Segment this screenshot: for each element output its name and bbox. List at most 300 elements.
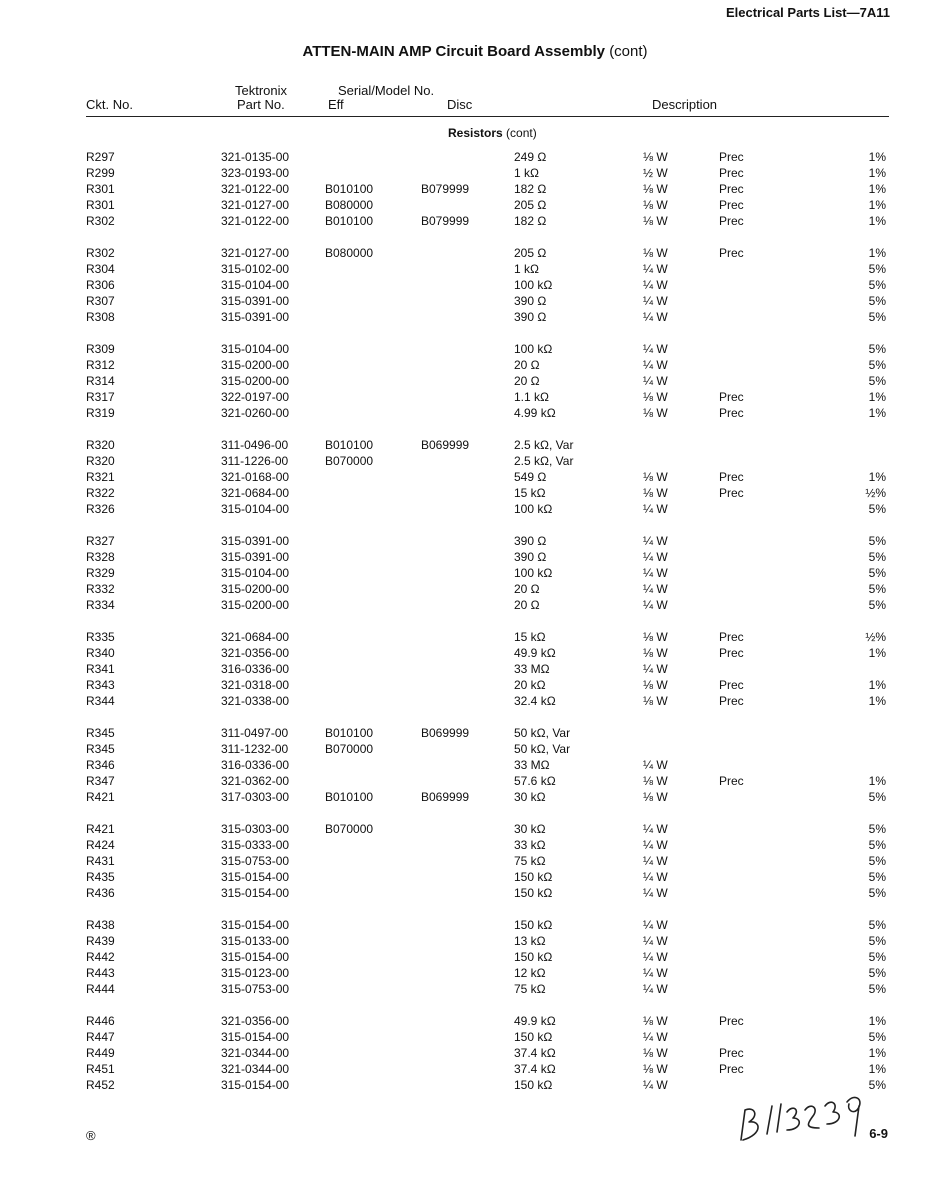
table-row	[0, 213, 950, 229]
tolerance: 1%	[868, 406, 886, 420]
part-no: 321-0318-00	[221, 678, 290, 692]
resistance-value: 33 kΩ	[514, 838, 546, 852]
wattage: ¼ W	[643, 870, 668, 884]
tolerance: 1%	[868, 646, 886, 660]
wattage: ⅛ W	[643, 1046, 668, 1060]
resistance-value: 12 kΩ	[514, 966, 546, 980]
part-no: 315-0154-00	[221, 870, 290, 884]
table-row	[0, 261, 950, 277]
part-no: 321-0356-00	[221, 646, 290, 660]
registered-mark: ®	[86, 1128, 96, 1143]
header-rule	[86, 116, 889, 117]
resistance-value: 100 kΩ	[514, 566, 553, 580]
table-row	[0, 357, 950, 373]
wattage: ⅛ W	[643, 790, 668, 804]
table-row	[0, 581, 950, 597]
part-no: 311-0496-00	[221, 438, 289, 452]
table-row	[0, 549, 950, 565]
ckt-no: R314	[86, 374, 115, 388]
precision: Prec	[719, 1014, 744, 1028]
table-row	[0, 885, 950, 901]
resistance-value: 15 kΩ	[514, 630, 546, 644]
resistance-value: 100 kΩ	[514, 342, 553, 356]
table-row	[0, 565, 950, 581]
part-no: 315-0391-00	[221, 310, 290, 324]
part-no: 311-1226-00	[221, 454, 289, 468]
wattage: ⅛ W	[643, 646, 668, 660]
ckt-no: R347	[86, 774, 115, 788]
table-row	[0, 245, 950, 261]
tolerance: 5%	[868, 262, 886, 276]
precision: Prec	[719, 1046, 744, 1060]
ckt-no: R309	[86, 342, 115, 356]
table-row	[0, 677, 950, 693]
ckt-no: R301	[86, 182, 115, 196]
ckt-no: R447	[86, 1030, 115, 1044]
tolerance: 1%	[868, 246, 886, 260]
table-row	[0, 149, 950, 165]
resistance-value: 100 kΩ	[514, 278, 553, 292]
tolerance: 5%	[868, 950, 886, 964]
wattage: ¼ W	[643, 342, 668, 356]
precision: Prec	[719, 150, 744, 164]
resistance-value: 15 kΩ	[514, 486, 546, 500]
tolerance: 5%	[868, 534, 886, 548]
resistance-value: 57.6 kΩ	[514, 774, 556, 788]
resistance-value: 13 kΩ	[514, 934, 546, 948]
ckt-no: R424	[86, 838, 115, 852]
wattage: ¼ W	[643, 534, 668, 548]
ckt-no: R438	[86, 918, 115, 932]
ckt-no: R442	[86, 950, 115, 964]
part-no: 315-0154-00	[221, 918, 290, 932]
part-no: 321-0344-00	[221, 1046, 290, 1060]
serial-disc: B069999	[421, 438, 470, 452]
precision: Prec	[719, 486, 744, 500]
part-no: 315-0200-00	[221, 598, 290, 612]
tolerance: 5%	[868, 982, 886, 996]
ckt-no: R302	[86, 246, 115, 260]
part-no: 315-0753-00	[221, 854, 290, 868]
part-no: 321-0338-00	[221, 694, 290, 708]
part-no: 322-0197-00	[221, 390, 290, 404]
resistance-value: 33 MΩ	[514, 758, 550, 772]
resistance-value: 182 Ω	[514, 182, 547, 196]
wattage: ¼ W	[643, 758, 668, 772]
precision: Prec	[719, 406, 744, 420]
wattage: ¼ W	[643, 502, 668, 516]
precision: Prec	[719, 198, 744, 212]
ckt-no: R449	[86, 1046, 115, 1060]
resistance-value: 390 Ω	[514, 310, 547, 324]
running-header: Electrical Parts List—7A11	[725, 5, 890, 20]
resistance-value: 49.9 kΩ	[514, 646, 556, 660]
resistance-value: 182 Ω	[514, 214, 547, 228]
part-no: 321-0344-00	[221, 1062, 290, 1076]
wattage: ⅛ W	[643, 246, 668, 260]
ckt-no: R444	[86, 982, 115, 996]
table-row	[0, 469, 950, 485]
ckt-no: R452	[86, 1078, 115, 1092]
wattage: ¼ W	[643, 550, 668, 564]
ckt-no: R320	[86, 454, 115, 468]
part-no: 315-0154-00	[221, 1030, 290, 1044]
precision: Prec	[719, 214, 744, 228]
ckt-no: R341	[86, 662, 115, 676]
resistance-value: 390 Ω	[514, 294, 547, 308]
serial-eff: B070000	[325, 822, 374, 836]
table-row	[0, 597, 950, 613]
part-no: 311-1232-00	[221, 742, 289, 756]
resistance-value: 37.4 kΩ	[514, 1046, 556, 1060]
ckt-no: R345	[86, 726, 115, 740]
table-row	[0, 437, 950, 453]
precision: Prec	[719, 390, 744, 404]
part-no: 315-0391-00	[221, 550, 290, 564]
table-row	[0, 949, 950, 965]
wattage: ¼ W	[643, 598, 668, 612]
wattage: ⅛ W	[643, 150, 668, 164]
tolerance: 5%	[868, 278, 886, 292]
resistance-value: 4.99 kΩ	[514, 406, 556, 420]
resistance-value: 30 kΩ	[514, 822, 546, 836]
wattage: ¼ W	[643, 294, 668, 308]
table-row	[0, 629, 950, 645]
ckt-no: R308	[86, 310, 115, 324]
part-no: 315-0133-00	[221, 934, 290, 948]
wattage: ⅛ W	[643, 486, 668, 500]
handwritten-note	[735, 1088, 870, 1148]
tolerance: 5%	[868, 598, 886, 612]
tolerance: ½%	[865, 630, 886, 644]
tolerance: 5%	[868, 502, 886, 516]
section-suffix: (cont)	[506, 126, 537, 140]
part-no: 315-0104-00	[221, 278, 290, 292]
part-no: 321-0168-00	[221, 470, 290, 484]
precision: Prec	[719, 774, 744, 788]
part-no: 323-0193-00	[221, 166, 290, 180]
wattage: ⅛ W	[643, 630, 668, 644]
resistance-value: 50 kΩ, Var	[514, 726, 571, 740]
ckt-no: R340	[86, 646, 115, 660]
wattage: ¼ W	[643, 966, 668, 980]
tolerance: 5%	[868, 582, 886, 596]
column-header-disc: Disc	[447, 97, 473, 112]
ckt-no: R343	[86, 678, 115, 692]
wattage: ¼ W	[643, 854, 668, 868]
part-no: 315-0200-00	[221, 358, 290, 372]
serial-eff: B010100	[325, 182, 374, 196]
table-row	[0, 693, 950, 709]
table-row	[0, 933, 950, 949]
wattage: ¼ W	[643, 950, 668, 964]
column-header-description: Description	[652, 97, 718, 112]
ckt-no: R312	[86, 358, 115, 372]
part-no: 315-0154-00	[221, 886, 290, 900]
part-no: 321-0122-00	[221, 182, 290, 196]
ckt-no: R319	[86, 406, 115, 420]
ckt-no: R299	[86, 166, 115, 180]
tolerance: 5%	[868, 566, 886, 580]
resistance-value: 75 kΩ	[514, 854, 546, 868]
ckt-no: R344	[86, 694, 115, 708]
tolerance: 1%	[868, 470, 886, 484]
part-no: 315-0200-00	[221, 374, 290, 388]
part-no: 321-0122-00	[221, 214, 290, 228]
table-row	[0, 533, 950, 549]
ckt-no: R421	[86, 822, 115, 836]
ckt-no: R317	[86, 390, 115, 404]
resistance-value: 390 Ω	[514, 534, 547, 548]
wattage: ¼ W	[643, 358, 668, 372]
serial-eff: B010100	[325, 214, 374, 228]
table-row	[0, 181, 950, 197]
part-no: 315-0200-00	[221, 582, 290, 596]
table-row	[0, 869, 950, 885]
wattage: ⅛ W	[643, 774, 668, 788]
table-row	[0, 789, 950, 805]
ckt-no: R346	[86, 758, 115, 772]
part-no: 317-0303-00	[221, 790, 290, 804]
resistance-value: 20 Ω	[514, 582, 540, 596]
wattage: ¼ W	[643, 1030, 668, 1044]
tolerance: 5%	[868, 790, 886, 804]
wattage: ¼ W	[643, 582, 668, 596]
ckt-no: R436	[86, 886, 115, 900]
tolerance: 1%	[868, 182, 886, 196]
table-row	[0, 757, 950, 773]
tolerance: 5%	[868, 1078, 886, 1092]
resistance-value: 75 kΩ	[514, 982, 546, 996]
ckt-no: R327	[86, 534, 115, 548]
serial-eff: B080000	[325, 246, 374, 260]
part-no: 315-0391-00	[221, 534, 290, 548]
ckt-no: R345	[86, 742, 115, 756]
wattage: ⅛ W	[643, 1062, 668, 1076]
table-row	[0, 1061, 950, 1077]
part-no: 321-0127-00	[221, 246, 290, 260]
serial-eff: B070000	[325, 742, 374, 756]
resistance-value: 20 kΩ	[514, 678, 546, 692]
resistance-value: 30 kΩ	[514, 790, 546, 804]
table-row	[0, 309, 950, 325]
tolerance: 5%	[868, 934, 886, 948]
ckt-no: R328	[86, 550, 115, 564]
precision: Prec	[719, 646, 744, 660]
wattage: ¼ W	[643, 310, 668, 324]
column-header-eff: Eff	[328, 97, 344, 112]
table-row	[0, 341, 950, 357]
tolerance: 1%	[868, 166, 886, 180]
resistance-value: 1.1 kΩ	[514, 390, 549, 404]
precision: Prec	[719, 246, 744, 260]
page-title	[0, 43, 950, 60]
column-header-part-no: Part No.	[237, 97, 285, 112]
ckt-no: R443	[86, 966, 115, 980]
part-no: 315-0154-00	[221, 950, 290, 964]
precision: Prec	[719, 1062, 744, 1076]
serial-eff: B010100	[325, 726, 374, 740]
part-no: 315-0154-00	[221, 1078, 290, 1092]
tolerance: 5%	[868, 822, 886, 836]
table-row	[0, 645, 950, 661]
wattage: ¼ W	[643, 262, 668, 276]
ckt-no: R322	[86, 486, 115, 500]
ckt-no: R332	[86, 582, 115, 596]
title-text: ATTEN-MAIN AMP Circuit Board Assembly	[302, 43, 606, 60]
serial-disc: B069999	[421, 790, 470, 804]
wattage: ¼ W	[643, 982, 668, 996]
title-suffix: (cont)	[609, 43, 648, 60]
tolerance: 5%	[868, 294, 886, 308]
ckt-no: R306	[86, 278, 115, 292]
resistance-value: 32.4 kΩ	[514, 694, 556, 708]
table-row	[0, 293, 950, 309]
precision: Prec	[719, 678, 744, 692]
wattage: ⅛ W	[643, 214, 668, 228]
ckt-no: R321	[86, 470, 115, 484]
tolerance: ½%	[865, 486, 886, 500]
section-name: Resistors	[448, 126, 503, 140]
table-row	[0, 277, 950, 293]
precision: Prec	[719, 630, 744, 644]
tolerance: 5%	[868, 838, 886, 852]
part-no: 321-0356-00	[221, 1014, 290, 1028]
wattage: ⅛ W	[643, 678, 668, 692]
wattage: ⅛ W	[643, 470, 668, 484]
ckt-no: R329	[86, 566, 115, 580]
part-no: 315-0753-00	[221, 982, 290, 996]
table-row	[0, 373, 950, 389]
part-no: 311-0497-00	[221, 726, 289, 740]
wattage: ¼ W	[643, 278, 668, 292]
part-no: 321-0135-00	[221, 150, 290, 164]
tolerance: 1%	[868, 214, 886, 228]
ckt-no: R304	[86, 262, 115, 276]
tolerance: 5%	[868, 966, 886, 980]
resistance-value: 37.4 kΩ	[514, 1062, 556, 1076]
part-no: 315-0333-00	[221, 838, 290, 852]
resistance-value: 150 kΩ	[514, 918, 553, 932]
tolerance: 5%	[868, 886, 886, 900]
wattage: ¼ W	[643, 822, 668, 836]
resistance-value: 150 kΩ	[514, 870, 553, 884]
ckt-no: R302	[86, 214, 115, 228]
resistance-value: 390 Ω	[514, 550, 547, 564]
table-row	[0, 741, 950, 757]
precision: Prec	[719, 470, 744, 484]
tolerance: 1%	[868, 198, 886, 212]
resistance-value: 150 kΩ	[514, 1030, 553, 1044]
serial-disc: B079999	[421, 214, 470, 228]
resistance-value: 249 Ω	[514, 150, 547, 164]
tolerance: 1%	[868, 1014, 886, 1028]
table-row	[0, 405, 950, 421]
table-row	[0, 1029, 950, 1045]
serial-disc: B079999	[421, 182, 470, 196]
ckt-no: R307	[86, 294, 115, 308]
ckt-no: R326	[86, 502, 115, 516]
resistance-value: 549 Ω	[514, 470, 547, 484]
wattage: ¼ W	[643, 566, 668, 580]
tolerance: 5%	[868, 854, 886, 868]
column-header-ckt-no: Ckt. No.	[86, 97, 133, 112]
part-no: 315-0123-00	[221, 966, 290, 980]
part-no: 315-0391-00	[221, 294, 290, 308]
serial-eff: B010100	[325, 790, 374, 804]
wattage: ⅛ W	[643, 198, 668, 212]
precision: Prec	[719, 694, 744, 708]
ckt-no: R446	[86, 1014, 115, 1028]
wattage: ¼ W	[643, 934, 668, 948]
ckt-no: R297	[86, 150, 115, 164]
part-no: 321-0684-00	[221, 486, 290, 500]
part-no: 321-0260-00	[221, 406, 290, 420]
resistance-value: 100 kΩ	[514, 502, 553, 516]
tolerance: 1%	[868, 774, 886, 788]
section-heading	[448, 126, 537, 140]
table-row	[0, 501, 950, 517]
part-no: 315-0102-00	[221, 262, 290, 276]
tolerance: 5%	[868, 358, 886, 372]
tolerance: 5%	[868, 918, 886, 932]
part-no: 316-0336-00	[221, 662, 290, 676]
wattage: ¼ W	[643, 918, 668, 932]
tolerance: 1%	[868, 678, 886, 692]
resistance-value: 150 kΩ	[514, 886, 553, 900]
wattage: ½ W	[643, 166, 668, 180]
part-no: 316-0336-00	[221, 758, 290, 772]
ckt-no: R320	[86, 438, 115, 452]
ckt-no: R421	[86, 790, 115, 804]
serial-eff: B070000	[325, 454, 374, 468]
part-no: 315-0303-00	[221, 822, 290, 836]
page-number: 6-9	[869, 1126, 888, 1141]
precision: Prec	[719, 182, 744, 196]
part-no: 315-0104-00	[221, 566, 290, 580]
ckt-no: R435	[86, 870, 115, 884]
ckt-no: R439	[86, 934, 115, 948]
resistance-value: 150 kΩ	[514, 1078, 553, 1092]
ckt-no: R334	[86, 598, 115, 612]
wattage: ¼ W	[643, 838, 668, 852]
wattage: ¼ W	[643, 1078, 668, 1092]
wattage: ⅛ W	[643, 1014, 668, 1028]
serial-eff: B010100	[325, 438, 374, 452]
wattage: ¼ W	[643, 662, 668, 676]
table-row	[0, 773, 950, 789]
tolerance: 5%	[868, 1030, 886, 1044]
resistance-value: 1 kΩ	[514, 262, 539, 276]
table-row	[0, 165, 950, 181]
tolerance: 5%	[868, 550, 886, 564]
table-row	[0, 821, 950, 837]
table-row	[0, 837, 950, 853]
table-row	[0, 725, 950, 741]
table-row	[0, 853, 950, 869]
table-row	[0, 981, 950, 997]
tolerance: 1%	[868, 1062, 886, 1076]
table-row	[0, 661, 950, 677]
wattage: ¼ W	[643, 374, 668, 388]
resistance-value: 150 kΩ	[514, 950, 553, 964]
precision: Prec	[719, 166, 744, 180]
table-row	[0, 1013, 950, 1029]
part-no: 315-0104-00	[221, 502, 290, 516]
wattage: ⅛ W	[643, 390, 668, 404]
tolerance: 1%	[868, 150, 886, 164]
resistance-value: 205 Ω	[514, 198, 547, 212]
